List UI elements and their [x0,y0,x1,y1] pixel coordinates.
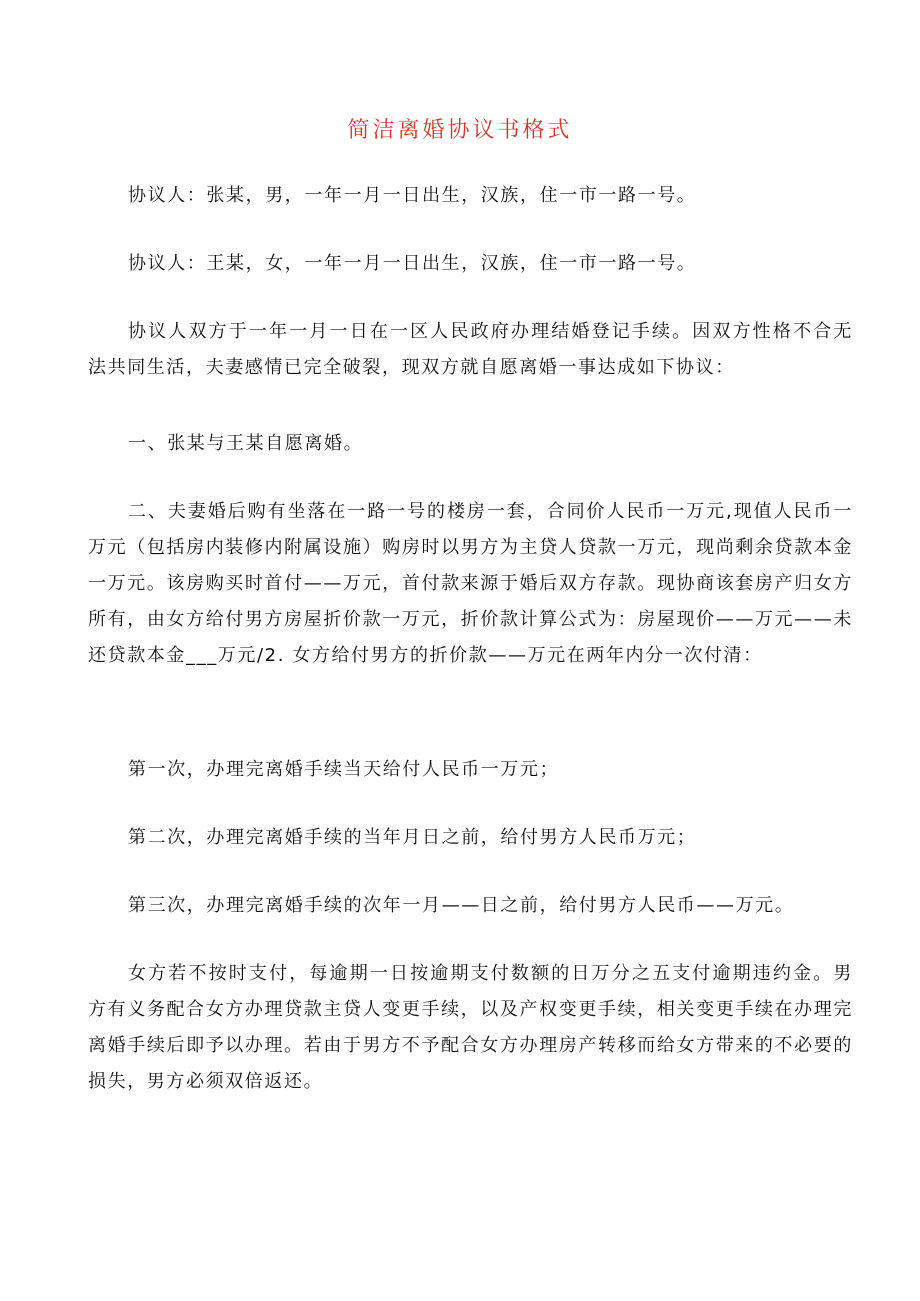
paragraph-clause-2: 二、夫妻婚后购有坐落在一路一号的楼房一套，合同价人民币一万元,现值人民币一万元（包括房内装修内附属设施）购房时以男方为主贷人贷款一万元，现尚剩余贷款本金一万元。该房购买时首付——万元，首付款来源于婚后双方存款。现协商该套房产归女方所有，由女方给付男方房屋折价款一万元，折价款计算公式为：房屋现价——万元——未还贷款本金___万元/2. 女方给付男方的折价款——万元在两年内分一次付清： [88,501,853,666]
paragraph-payment-3: 第三次，办理完离婚手续的次年一月——日之前，给付男方人民币——万元。 [128,895,795,916]
paragraph-clause-1: 一、张某与王某自愿离婚。 [128,433,364,454]
paragraph-party-1: 协议人：张某，男，一年一月一日出生，汉族，住一市一路一号。 [128,185,697,206]
paragraph-penalty: 女方若不按时支付，每逾期一日按逾期支付数额的日万分之五支付逾期违约金。男方有义务配合女方办理贷款主贷人变更手续，以及产权变更手续，相关变更手续在办理完离婚手续后即予以办理。若由于男方不予配合女方办理房产转移而给女方带来的不必要的损失，男方必须双倍返还。 [88,963,853,1092]
document-title: 简洁离婚协议书格式 [347,118,573,143]
paragraph-party-2: 协议人：王某，女，一年一月一日出生，汉族，住一市一路一号。 [128,253,697,274]
paragraph-payment-1: 第一次，办理完离婚手续当天给付人民币一万元； [128,759,560,780]
paragraph-preamble: 协议人双方于一年一月一日在一区人民政府办理结婚登记手续。因双方性格不合无法共同生活，夫妻感情已完全破裂，现双方就自愿离婚一事达成如下协议： [88,321,853,378]
paragraph-payment-2: 第二次，办理完离婚手续的当年月日之前，给付男方人民币万元； [128,827,697,848]
